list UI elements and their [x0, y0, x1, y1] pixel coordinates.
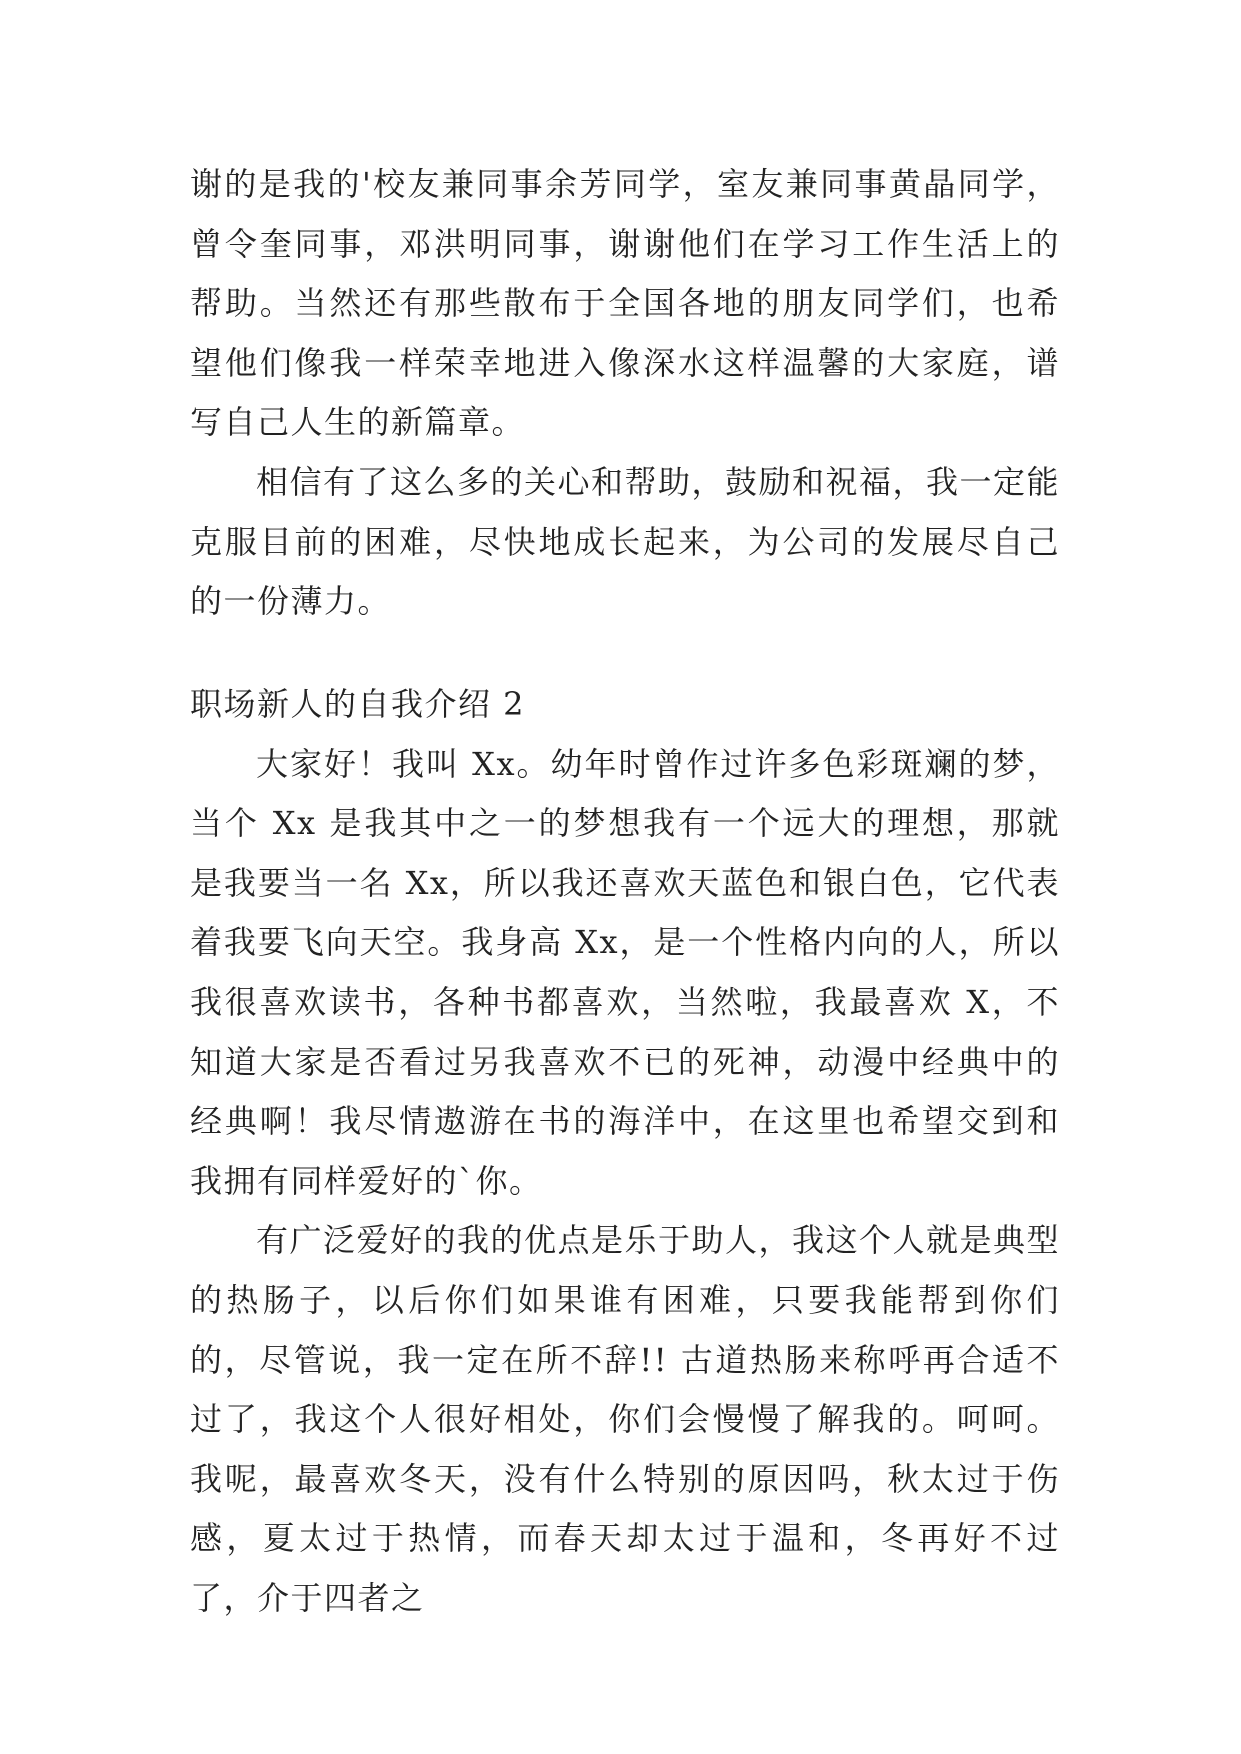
- paragraph-introduction: 大家好！我叫 Xx。幼年时曾作过许多色彩斑斓的梦，当个 Xx 是我其中之一的梦想我有一个远大的理想，那就是我要当一名 Xx，所以我还喜欢天蓝色和银白色，它代表着我要飞向天空。我身高 Xx，是一个性格内向的人，所以我很喜欢读书，各种书都喜欢，当然啦，我最喜欢 X，不知道大家是否看过另我喜欢不已的死神，动漫中经典中的经典啊！我尽情遨游在书的海洋中，在这里也希望交到和我拥有同样爱好的`你。: [190, 744, 1060, 1200]
- section-1: [190, 155, 1060, 632]
- paragraph-hobbies: 有广泛爱好的我的优点是乐于助人，我这个人就是典型的热肠子，以后你们如果谁有困难，只要我能帮到你们的，尽管说，我一定在所不辞!! 古道热肠来称呼再合适不过了，我这个人很好相处，你们会慢慢了解我的。呵呵。我呢，最喜欢冬天，没有什么特别的原因吗，秋太过于伤感，夏太过于热情，而春天却太过于温和，冬再好不过了，介于四者之: [190, 1221, 1061, 1617]
- section-heading: 职场新人的自我介绍 2: [190, 685, 526, 723]
- paragraph-confidence: 相信有了这么多的关心和帮助，鼓励和祝福，我一定能克服目前的困难，尽快地成长起来，为公司的发展尽自己的一份薄力。: [190, 462, 1061, 621]
- section-2: [190, 675, 1060, 1629]
- paragraph-thanks-continued: 谢的是我的'校友兼同事余芳同学，室友兼同事黄晶同学，曾令奎同事，邓洪明同事，谢谢他们在学习工作生活上的帮助。当然还有那些散布于全国各地的朋友同学们，也希望他们像我一样荣幸地进入像深水这样温馨的大家庭，谱写自己人生的新篇章。: [190, 165, 1060, 442]
